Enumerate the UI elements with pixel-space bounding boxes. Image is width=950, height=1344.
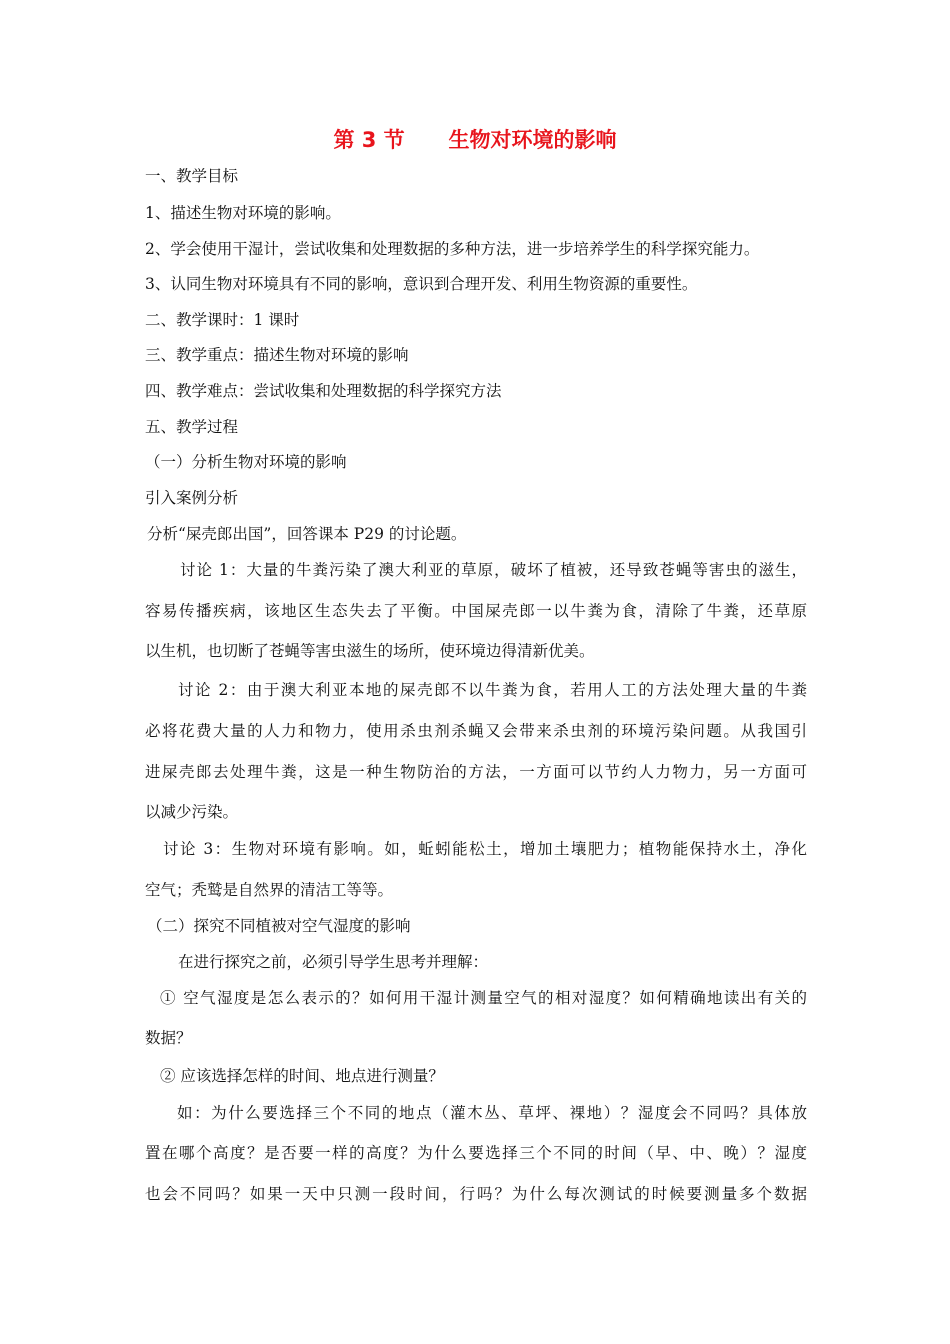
text-line: 分析“屎壳郎出国”，回答课本 P29 的讨论题。 [147,525,467,543]
text-line: 进屎壳郎去处理牛粪，这是一种生物防治的方法，一方面可以节约人力物力，另一方面可 [145,763,807,781]
text-line: 四、教学难点：尝试收集和处理数据的科学探究方法 [145,382,502,400]
text-line: ① 空气湿度是怎么表示的？如何用干湿计测量空气的相对湿度？如何精确地读出有关的 [160,989,807,1007]
text-line: 在进行探究之前，必须引导学生思考并理解： [178,953,489,971]
text-line: 数据？ [145,1029,192,1047]
text-line: 2、学会使用干湿计，尝试收集和处理数据的多种方法，进一步培养学生的科学探究能力。 [145,240,760,258]
text-line: （一）分析生物对环境的影响 [145,453,347,471]
text-line: 讨论 2：由于澳大利亚本地的屎壳郎不以牛粪为食，若用人工的方法处理大量的牛粪 [178,681,807,699]
text-line: 二、教学课时：1 课时 [145,311,300,329]
text-line: 置在哪个高度？是否要一样的高度？为什么要选择三个不同的时间（早、中、晚）？湿度 [145,1144,807,1162]
text-line: （二）探究不同植被对空气湿度的影响 [147,917,411,935]
text-line: 一、教学目标 [145,167,239,185]
text-line: 也会不同吗？如果一天中只测一段时间，行吗？为什么每次测试的时候要测量多个数据 [145,1185,807,1203]
text-line: 五、教学过程 [145,418,239,436]
text-line: 1、描述生物对环境的影响。 [145,204,341,222]
text-line: ② 应该选择怎样的时间、地点进行测量？ [160,1067,444,1085]
text-line: 空气；秃鹫是自然界的清洁工等等。 [145,881,394,899]
text-line: 以生机，也切断了苍蝇等害虫滋生的场所，使环境边得清新优美。 [145,642,595,660]
text-line: 三、教学重点：描述生物对环境的影响 [145,346,409,364]
text-line: 3、认同生物对环境具有不同的影响，意识到合理开发、利用生物资源的重要性。 [145,275,698,293]
text-line: 必将花费大量的人力和物力，使用杀虫剂杀蝇又会带来杀虫剂的环境污染问题。从我国引 [145,722,807,740]
text-line: 如：为什么要选择三个不同的地点（灌木丛、草坪、裸地）？湿度会不同吗？具体放 [177,1104,807,1122]
text-line: 讨论 1：大量的牛粪污染了澳大利亚的草原，破坏了植被，还导致苍蝇等害虫的滋生， [180,561,807,579]
page-title: 第 3 节 生物对环境的影响 [333,128,617,152]
text-line: 讨论 3：生物对环境有影响。如，蚯蚓能松土，增加土壤肥力；植物能保持水土，净化 [163,840,807,858]
text-line: 以减少污染。 [145,803,239,821]
text-line: 容易传播疾病，该地区生态失去了平衡。中国屎壳郎一以牛粪为食，清除了牛粪，还草原 [145,602,807,620]
text-line: 引入案例分析 [145,489,239,507]
